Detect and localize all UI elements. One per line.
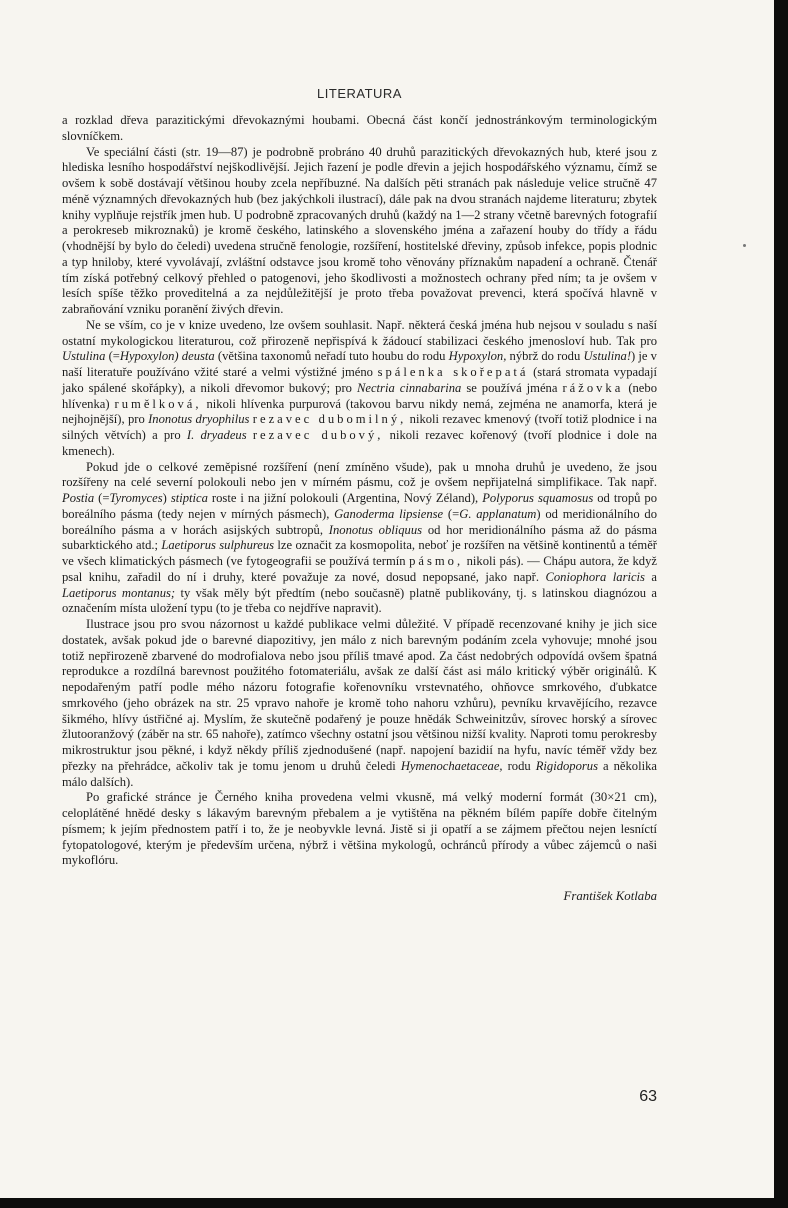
text-run: od tropů po boreálního pásma (tedy nejen v mírných pásmech),: [62, 491, 658, 521]
paragraph-2: Ve speciální části (str. 19—87) je podrobně probráno 40 druhů parazitických dřevokazných hub, které jsou z hlediska lesního hospodářství nejškodlivější. Jejich řazení je podle dřevin a jejich hospodářského významu, čímž se ovšem k sobě dostávají většinou houby zcela nepříbuzné. Na dalších pěti stranách pak následuje velice stručně 47 méně významných dřevokazných hub (bez jakýchkoli ilustrací), dále pak na dvou stranách najdeme literaturu; zbytek knihy vyplňuje rejstřík jmen hub. U podrobně zpracovaných druhů (každý na 1—2 strany včetně barevných fotografií a perokreseb mikroznaků) je kromě českého, latinského a slovenského jména a zařazení houby do třídy a řádu (vhodnější by bylo do čeledi) uvedena stručně fenologie, rozšíření, hostitelské dřeviny, způsob infekce, popis plodnic a typ hniloby, které vyvolávají, zvláštní odstavce jsou kromě toho věnovány příznakům napadení a ochraně. Čtenář tím získá potřebný celkový přehled o patogenovi, jeho škodlivosti a možnostech ochrany před ním; ta je ovšem v lesích spíše těžko proveditelná a za nejdůležitější je proto třeba považovat prevenci, která spočívá hlavně v zabraňování vzniku poranění živých dřevin.: [62, 144, 657, 316]
czech-name: rezavec dubový,: [252, 428, 384, 442]
paragraph-6: Po grafické stránce je Černého kniha provedena velmi vkusně, má velký moderní formát (30×21 cm), celoplátěné hnědé desky s lákavým barevným přebalem a je vytištěna na pěkném bílém papíře dobře čitelným písmem; k jejím přednostem patří i to, že je neobyvkle levná. Jistě si ji opatří a se zájmem přečtou nejen lesníctí fytopatologové, kterým je především určena, nýbrž i většina mykologů, ochránců přírody a vůbec zájemců o naši mykoflóru.: [62, 790, 657, 868]
taxon-name: G. applanatum: [459, 506, 537, 521]
taxon-name: Inonotus obliquus: [328, 522, 423, 537]
taxon-name: Tyromyces: [109, 491, 163, 505]
text-run: nikoli hlívenka purpurová (takovou barvu nikdy nemá, zejména ne anamorfa, která je nejhojnější), pro: [62, 396, 657, 427]
taxon-name: stiptica: [170, 491, 208, 505]
text-run: a: [644, 569, 657, 584]
text-run: nikoli rezavec kořenový (tvoří plodnice i dole na kmenech).: [62, 428, 657, 458]
article-body: [62, 113, 657, 904]
text-run: a několika málo dalších).: [62, 758, 657, 789]
text-run: nýbrž do rodu: [506, 349, 584, 364]
text-run: (=: [443, 506, 460, 521]
taxon-name: Coniophora laricis: [545, 569, 645, 584]
text-run: (=: [94, 491, 110, 505]
taxon-name: Rigidoporus: [535, 758, 598, 773]
taxon-name: Hypoxylon,: [448, 349, 507, 364]
author-signature: František Kotlaba: [563, 889, 657, 903]
taxon-name: Laetiporus sulphureus: [161, 538, 275, 553]
text-run: od hor meridionálního pásma až do pásma subarktického atd.;: [62, 522, 657, 553]
taxon-name: Laetiporus montanus;: [62, 585, 176, 600]
text-run: roste i na jižní polokouli (Argentina, Nový Zéland),: [207, 491, 483, 505]
text-run: ) je v naší literatuře používáno vžité staré a velmi výstižné jméno: [62, 349, 657, 379]
term: pásmo,: [409, 554, 464, 568]
text-run: ): [162, 491, 171, 505]
text-run: ty však měly být předtím (nebo současně) platně publikovány, tj. s latinskou diagnózou a označením místa uložení typu (to je třeba co nejdříve napravit).: [62, 585, 657, 616]
text-run: nikoli pás). — Chápu autora, že když psal knihu, zařadil do ní i druhy, které považuje za nové, dosud nepopsané, jako např.: [62, 554, 657, 584]
taxon-name: Polyporus squamosus: [482, 491, 594, 505]
taxon-name: Ganoderma lipsiense: [334, 506, 444, 521]
scan-speck: [743, 244, 746, 247]
paragraph-1: a rozklad dřeva parazitickými dřevokaznými houbami. Obecná část končí jednostránkovým terminologickým slovníčkem.: [62, 113, 657, 143]
text-run: (většina taxonomů neřadí tuto houbu do rodu: [214, 349, 449, 364]
running-head: LITERATURA: [317, 86, 402, 101]
text-run: nikoli rezavec kmenový (tvoří totiž plodnice i na silných větvích) a pro: [62, 412, 657, 442]
page: [62, 86, 657, 904]
czech-name: spálenka skořepatá: [377, 365, 529, 379]
paragraph-4: [62, 460, 657, 618]
paragraph-5: [62, 617, 657, 790]
czech-name: rezavec dubomilný,: [252, 412, 407, 427]
taxon-name: Hymenochaetaceae,: [400, 758, 503, 773]
text-run: se používá jména: [461, 380, 563, 395]
scan-frame-bottom: [0, 1198, 788, 1208]
taxon-name: Inonotus dryophilus: [148, 412, 250, 427]
scan-frame-right: [774, 0, 788, 1208]
text-run: lze označit za kosmopolita, neboť je rozšířen na většině kontinentů a téměř ve všech klimatických pásmech (ve fytogeografii se používá termín: [62, 538, 657, 568]
czech-name: rážovka: [562, 380, 624, 395]
text-run: (nebo hlívenka): [62, 380, 657, 411]
taxon-name: Ustulina!: [583, 349, 632, 364]
text-run: (stará stromata vypadají jako spálené skořápky), a nikoli dřevomor bukový; pro: [62, 365, 657, 395]
taxon-name: Ustulina: [62, 349, 106, 364]
taxon-name: Nectria cinnabarina: [356, 380, 462, 395]
text-run: Pokud jde o celkové zeměpisné rozšíření (není zmíněno všude), pak u mnoha druhů je uvedeno, že jsou rozšířeny na celé severní polokouli nebo jen v mírném pásmu, což je ovšem nepřijatelná simplifikace. Tak např.: [62, 459, 657, 490]
taxon-name: Postia: [62, 491, 95, 505]
taxon-name: Hypoxylon) deusta: [119, 349, 215, 364]
text-run: Ne se vším, co je v knize uvedeno, lze ovšem souhlasit. Např. některá česká jména hub nejsou v souladu s naší ostatní mykologickou literaturou, což přirozeně nepřispívá k žádoucí stabilizaci českého jmenosloví hub. Tak pro: [62, 317, 657, 348]
text-run: (=: [105, 349, 120, 364]
czech-name: rumělková,: [114, 396, 202, 411]
taxon-name: I. dryadeus: [186, 428, 247, 442]
paragraph-3: [62, 318, 657, 460]
text-run: ) od meridionálního do boreálního pásma a v horách asijských subtropů,: [62, 506, 657, 537]
text-run: Ilustrace jsou pro svou názornost u každé publikace velmi důležité. V případě recenzované knihy je jich sice dostatek, avšak pokud jde o barevné diapozitivy, jen málo z nich barevným podáním zcela vyhovuje; mnohé jsou totiž nepřirozeně zbarvené do modrofialova nebo jsou příliš tmavé apod. Za část nedobrých odpovídá ovšem špatná reprodukce a rozdílná barevnost použitého fotomateriálu, avšak ze další část asi málo kritický výběr originálů. K nepodařeným patří podle mého názoru fotografie kořenovníku vrstevnatého, ohňovce smrkového, ďubkatce smrkového (jeho obrázek na str. 25 vpravo nahoře je kromě toho nahoru vzhůru), pevníku krvavějícího, rezavce šikmého, hlívy ústřičné aj. Myslím, že skutečně podařený je pouze hnědák Schweinitzův, sírovec horský a sírovec žlutooranžový (záběr na str. 65 nahoře), zatímco všechny ostatní jsou většinou nižší kvality. Naproti tomu perokresby mikrostruktur jsou pěkné, i když někdy příliš zjednodušené (např. napojení bazidií na hyfu, navíc téměř vždy bez přezky na přehrádce, ačkoliv tak je tomu jenom u druhů čeledi: [62, 617, 657, 773]
text-run: rodu: [502, 758, 536, 773]
page-number: 63: [639, 1088, 657, 1105]
